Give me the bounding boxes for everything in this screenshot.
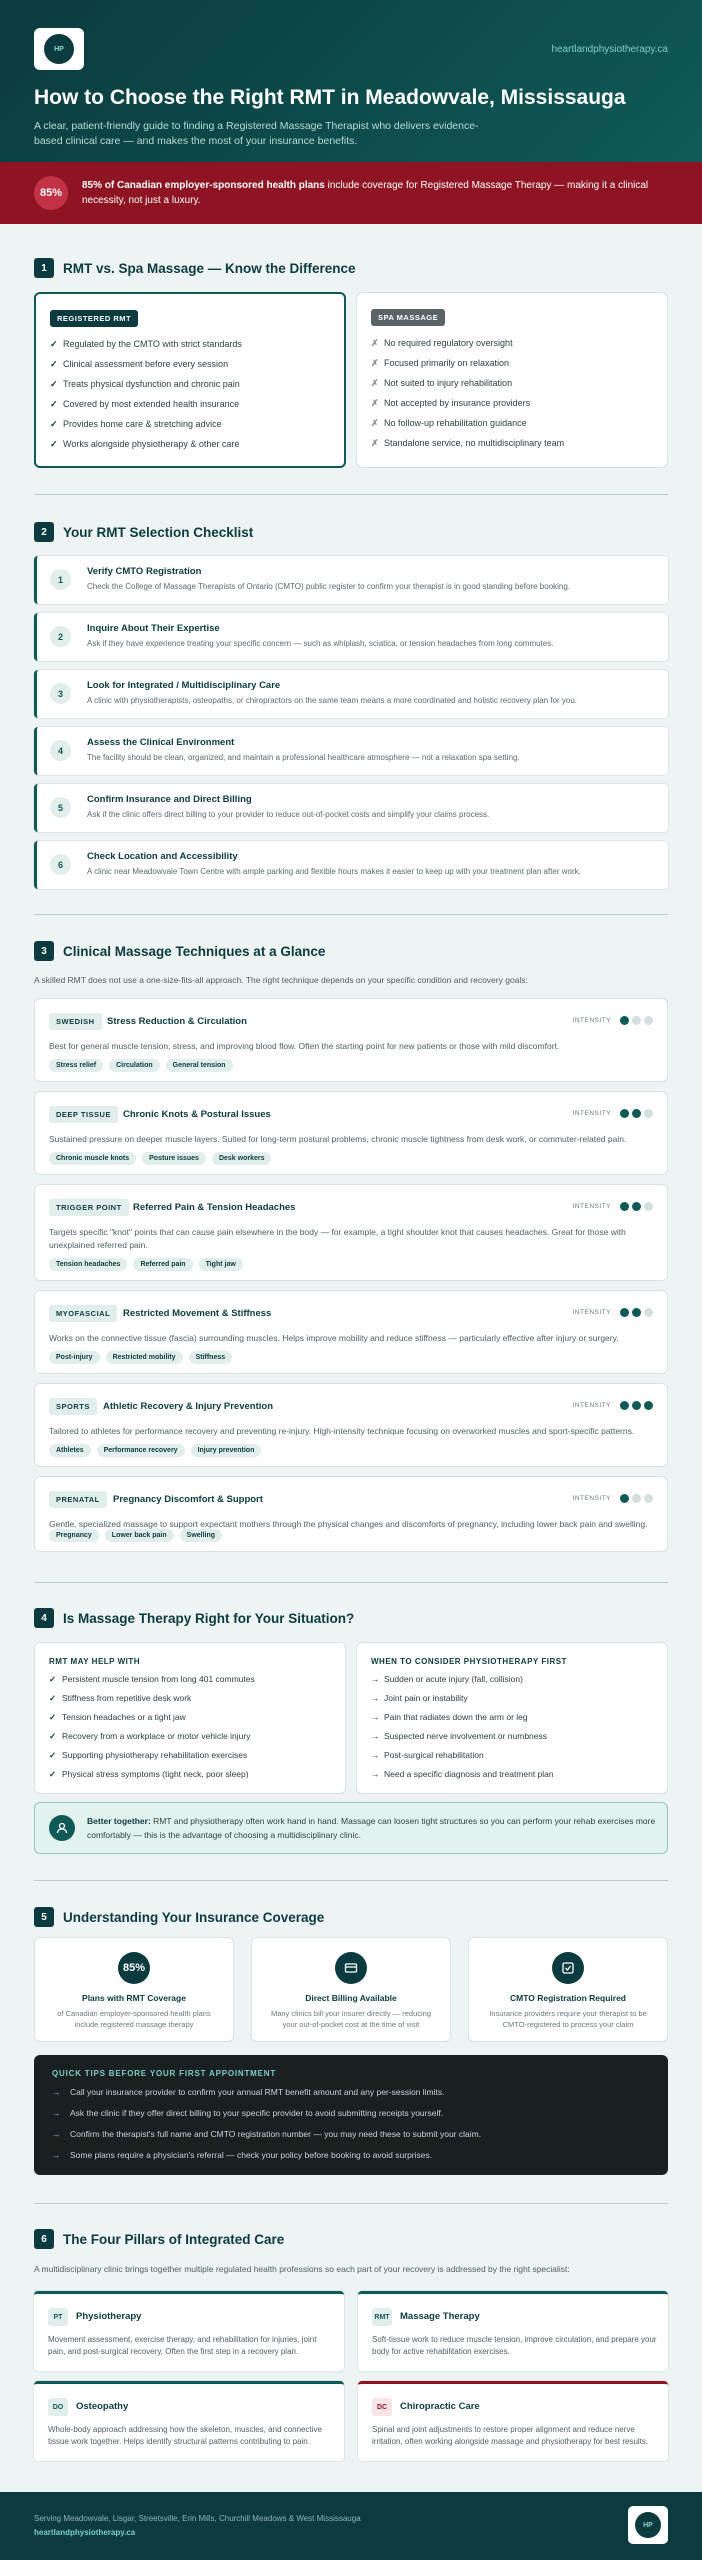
card-desc: Insurance providers require your therapist to be CMTO-registered to process your claim bbox=[489, 2009, 647, 2029]
intensity-dot bbox=[632, 1016, 641, 1025]
tag-chip: Tight jaw bbox=[199, 1258, 243, 1271]
tip-text: Some plans require a physician's referral — check your policy before booking to avoid surprises. bbox=[70, 2150, 433, 2160]
tag-chip: Restricted mobility bbox=[106, 1351, 183, 1364]
pillar-desc: Spinal and joint adjustments to restore proper alignment and reduce nerve irritation, often working alongside massage and physiotherapy for best results. bbox=[372, 2425, 649, 2446]
coverage-percent: 85% bbox=[118, 1952, 150, 1984]
people-icon bbox=[49, 1815, 75, 1841]
item-text: Clinical assessment before every session bbox=[63, 359, 229, 369]
physio-first-heading: WHEN TO CONSIDER PHYSIOTHERAPY FIRST bbox=[371, 1657, 567, 1666]
coverage-card bbox=[34, 1937, 234, 2042]
intensity-dot bbox=[632, 1401, 641, 1410]
rmt-badge: REGISTERED RMT bbox=[50, 310, 138, 327]
technique-card bbox=[34, 1091, 668, 1175]
card-desc: of Canadian employer-sponsored health plans include registered massage therapy bbox=[57, 2009, 211, 2029]
divider bbox=[34, 914, 668, 915]
pillar-abbrev: DO bbox=[48, 2398, 68, 2416]
stat-text: 85% of Canadian employer-sponsored health plans include coverage for Registered Massage Therapy — making it a clinical necessity, not just a luxury. bbox=[82, 180, 649, 206]
technique-card bbox=[34, 998, 668, 1082]
better-together-callout bbox=[34, 1802, 668, 1854]
tip-text: Ask the clinic if they offer direct billing to your specific provider to avoid submitting receipts yourself. bbox=[70, 2108, 444, 2118]
step-title: Inquire About Their Expertise bbox=[87, 623, 220, 634]
callout-text: RMT and physiotherapy often work hand in hand. Massage can loosen tight structures so you can perform your rehab exercises more comfortably — this is the advantage of choosing a multidisciplinary clinic. bbox=[87, 1816, 656, 1840]
item-text: No follow-up rehabilitation guidance bbox=[384, 418, 527, 428]
checklist-step bbox=[34, 841, 668, 889]
intensity-dot bbox=[620, 1308, 629, 1317]
section-number: 1 bbox=[34, 258, 54, 278]
card-title: CMTO Registration Required bbox=[509, 1993, 627, 2003]
item-text: Not accepted by insurance providers bbox=[384, 398, 531, 408]
check-icon: ✓ bbox=[50, 359, 58, 369]
intensity-dot bbox=[620, 1109, 629, 1118]
arrow-right-icon: → bbox=[371, 1750, 380, 1760]
quick-tips-panel bbox=[34, 2055, 668, 2175]
section-4-heading bbox=[34, 1608, 354, 1628]
tag-chip: Performance recovery bbox=[97, 1444, 185, 1457]
technique-card bbox=[34, 1383, 668, 1467]
footer-logo[interactable] bbox=[628, 2506, 668, 2544]
pillar-abbrev: PT bbox=[48, 2308, 68, 2326]
intensity-meter bbox=[573, 1401, 653, 1410]
item-text: Post-surgical rehabilitation bbox=[384, 1750, 484, 1760]
physio-item bbox=[371, 1765, 653, 1784]
pillar-card bbox=[358, 2291, 668, 2371]
item-text: Stiffness from repetitive desk work bbox=[62, 1693, 192, 1703]
step-desc: Check the College of Massage Therapists of Ontario (CMTO) public register to confirm your therapist is in good standing before booking. bbox=[87, 582, 571, 591]
technique-title: Athletic Recovery & Injury Prevention bbox=[103, 1401, 273, 1412]
footer-link[interactable]: heartlandphysiotherapy.ca bbox=[34, 2528, 136, 2537]
intensity-meter bbox=[573, 1016, 653, 1025]
check-icon: ✓ bbox=[49, 1693, 57, 1703]
technique-chips bbox=[49, 1351, 238, 1364]
section-number: 5 bbox=[34, 1907, 54, 1927]
item-text: Standalone service, no multidisciplinary team bbox=[384, 438, 565, 448]
intensity-dot bbox=[620, 1202, 629, 1211]
arrow-right-icon: → bbox=[371, 1769, 380, 1779]
pillar-desc: Soft-tissue work to reduce muscle tension, improve circulation, and prepare your body for active rehabilitation exercises. bbox=[372, 2335, 657, 2356]
stat-banner bbox=[0, 162, 702, 224]
tip-item bbox=[52, 2145, 650, 2166]
card-title: Direct Billing Available bbox=[305, 1993, 397, 2003]
stat-percent: 85% bbox=[34, 176, 68, 210]
tag-chip: Stiffness bbox=[189, 1351, 233, 1364]
rmt-helps-card bbox=[34, 1642, 346, 1794]
cross-icon: ✗ bbox=[371, 418, 379, 428]
arrow-right-icon: → bbox=[52, 2150, 61, 2160]
technique-tag: MYOFASCIAL bbox=[49, 1305, 117, 1322]
intensity-dot bbox=[620, 1401, 629, 1410]
intensity-dot bbox=[620, 1016, 629, 1025]
rmt-item bbox=[50, 394, 330, 414]
tip-item bbox=[52, 2124, 650, 2145]
spa-item bbox=[371, 333, 653, 353]
step-title: Confirm Insurance and Direct Billing bbox=[87, 794, 252, 805]
physio-item bbox=[371, 1689, 653, 1708]
technique-chips bbox=[49, 1529, 228, 1542]
pillar-abbrev: RMT bbox=[372, 2308, 392, 2326]
technique-card bbox=[34, 1476, 668, 1552]
physio-item bbox=[371, 1708, 653, 1727]
intensity-dot bbox=[632, 1308, 641, 1317]
tag-chip: Injury prevention bbox=[191, 1444, 262, 1457]
tips-heading: QUICK TIPS BEFORE YOUR FIRST APPOINTMENT bbox=[52, 2069, 277, 2078]
cross-icon: ✗ bbox=[371, 378, 379, 388]
section-title: Understanding Your Insurance Coverage bbox=[63, 1909, 325, 1925]
technique-desc: Best for general muscle tension, stress, and improving blood flow. Often the starting point for new patients or those with mild discomfort. bbox=[49, 1041, 560, 1051]
tag-chip: General tension bbox=[166, 1059, 233, 1072]
technique-title: Restricted Movement & Stiffness bbox=[123, 1308, 272, 1319]
logo-mark: HP bbox=[44, 34, 74, 64]
section-title: RMT vs. Spa Massage — Know the Difference bbox=[63, 260, 356, 276]
item-text: No required regulatory oversight bbox=[384, 338, 513, 348]
item-text: Suspected nerve involvement or numbness bbox=[384, 1731, 548, 1741]
spa-item bbox=[371, 413, 653, 433]
item-text: Need a specific diagnosis and treatment plan bbox=[384, 1769, 554, 1779]
technique-tag: SPORTS bbox=[49, 1398, 97, 1415]
item-text: Works alongside physiotherapy & other care bbox=[63, 439, 240, 449]
technique-desc: Sustained pressure on deeper muscle layers. Suited for long-term postural problems, chronic muscle tightness from desk work, or commuter-related pain. bbox=[49, 1134, 627, 1144]
intensity-dot bbox=[632, 1202, 641, 1211]
arrow-right-icon: → bbox=[371, 1674, 380, 1684]
step-number: 5 bbox=[50, 797, 71, 818]
rmt-helps-list bbox=[49, 1670, 331, 1784]
cross-icon: ✗ bbox=[371, 438, 379, 448]
section-number: 3 bbox=[34, 941, 54, 961]
spa-list bbox=[371, 333, 653, 453]
clinic-logo[interactable] bbox=[34, 28, 84, 70]
intensity-label: INTENSITY bbox=[572, 1017, 611, 1024]
divider bbox=[34, 494, 668, 495]
technique-desc: Tailored to athletes for performance recovery and preventing re-injury. High-intensity technique focusing on overworked muscles and sport-specific patterns. bbox=[49, 1426, 635, 1436]
pillar-desc: Whole-body approach addressing how the skeleton, muscles, and connective tissue work together. Helps identify structural patterns contributing to pain. bbox=[48, 2425, 322, 2446]
item-text: Persistent muscle tension from long 401 commutes bbox=[62, 1674, 255, 1684]
step-desc: A clinic with physiotherapists, osteopaths, or chiropractors on the same team means a more coordinated and holistic recovery plan for you. bbox=[87, 696, 578, 705]
technique-desc: Targets specific "knot" points that can cause pain elsewhere in the body — for example, a tight shoulder knot that causes headaches. Great for those with unexplained referred pain. bbox=[49, 1227, 626, 1250]
intensity-label: INTENSITY bbox=[572, 1402, 611, 1409]
cross-icon: ✗ bbox=[371, 398, 379, 408]
section-2-heading bbox=[34, 522, 253, 542]
item-text: Joint pain or instability bbox=[384, 1693, 468, 1703]
technique-card bbox=[34, 1290, 668, 1374]
intensity-label: INTENSITY bbox=[572, 1203, 611, 1210]
intensity-meter bbox=[573, 1109, 653, 1118]
pillar-title: Chiropractic Care bbox=[400, 2401, 480, 2412]
cmto-card bbox=[468, 1937, 668, 2042]
rmt-list bbox=[50, 334, 330, 454]
technique-chips bbox=[49, 1444, 267, 1457]
step-title: Look for Integrated / Multidisciplinary Care bbox=[87, 680, 281, 691]
help-item bbox=[49, 1689, 331, 1708]
check-icon: ✓ bbox=[49, 1712, 57, 1722]
pillar-desc: Movement assessment, exercise therapy, and rehabilitation for injuries, joint pain, and post-surgical recovery. Often the first step in a recovery plan. bbox=[48, 2335, 317, 2356]
step-desc: Ask if they have experience treating your specific concern — such as whiplash, sciatica, or tension headaches from long commutes. bbox=[87, 639, 554, 648]
tip-text: Call your insurance provider to confirm your annual RMT benefit amount and any per-session limits. bbox=[70, 2087, 445, 2097]
rmt-item bbox=[50, 354, 330, 374]
help-item bbox=[49, 1670, 331, 1689]
physio-first-card bbox=[356, 1642, 668, 1794]
arrow-right-icon: → bbox=[52, 2129, 61, 2139]
technique-tag: PRENATAL bbox=[49, 1491, 107, 1508]
site-link[interactable]: heartlandphysiotherapy.ca bbox=[551, 44, 668, 55]
check-icon: ✓ bbox=[50, 419, 58, 429]
check-icon: ✓ bbox=[50, 339, 58, 349]
pillar-title: Osteopathy bbox=[76, 2401, 129, 2412]
spa-badge: SPA MASSAGE bbox=[371, 309, 445, 326]
checklist-step bbox=[34, 727, 668, 775]
arrow-right-icon: → bbox=[371, 1712, 380, 1722]
help-item bbox=[49, 1746, 331, 1765]
step-number: 1 bbox=[50, 569, 71, 590]
step-title: Assess the Clinical Environment bbox=[87, 737, 235, 748]
intensity-meter bbox=[573, 1308, 653, 1317]
technique-title: Stress Reduction & Circulation bbox=[107, 1016, 247, 1027]
technique-title: Chronic Knots & Postural Issues bbox=[123, 1109, 271, 1120]
help-item bbox=[49, 1727, 331, 1746]
help-item bbox=[49, 1708, 331, 1727]
section-intro: A skilled RMT does not use a one-size-fits-all approach. The right technique depends on your specific condition and recovery goals: bbox=[34, 975, 528, 985]
item-text: Recovery from a workplace or motor vehicle injury bbox=[62, 1731, 251, 1741]
spa-item bbox=[371, 353, 653, 373]
technique-desc: Works on the connective tissue (fascia) surrounding muscles. Helps improve mobility and reduce stiffness — particularly effective after injury or surgery. bbox=[49, 1333, 619, 1343]
physio-item bbox=[371, 1746, 653, 1765]
checklist-step bbox=[34, 556, 668, 604]
check-icon: ✓ bbox=[49, 1769, 57, 1779]
arrow-right-icon: → bbox=[52, 2087, 61, 2097]
item-text: Focused primarily on relaxation bbox=[384, 358, 510, 368]
tag-chip: Circulation bbox=[109, 1059, 160, 1072]
rmt-item bbox=[50, 414, 330, 434]
physio-item bbox=[371, 1670, 653, 1689]
step-desc: The facility should be clean, organized, and maintain a professional healthcare atmosphere — not a relaxation spa setting. bbox=[87, 753, 520, 762]
section-number: 2 bbox=[34, 522, 54, 542]
pillar-card bbox=[34, 2381, 344, 2461]
intensity-meter bbox=[573, 1494, 653, 1503]
step-number: 3 bbox=[50, 683, 71, 704]
item-text: Supporting physiotherapy rehabilitation exercises bbox=[62, 1750, 248, 1760]
intensity-dot bbox=[644, 1401, 653, 1410]
section-1-heading bbox=[34, 258, 356, 278]
page-footer bbox=[0, 2492, 702, 2560]
section-3-heading bbox=[34, 941, 325, 961]
rmt-item bbox=[50, 434, 330, 454]
tag-chip: Posture issues bbox=[142, 1152, 206, 1165]
callout-label: Better together: bbox=[87, 1816, 151, 1826]
checklist-step bbox=[34, 784, 668, 832]
arrow-right-icon: → bbox=[371, 1693, 380, 1703]
section-number: 6 bbox=[34, 2229, 54, 2249]
checklist-step bbox=[34, 613, 668, 661]
pillar-abbrev: DC bbox=[372, 2398, 392, 2416]
pillar-card bbox=[34, 2291, 344, 2371]
divider bbox=[34, 2203, 668, 2204]
tag-chip: Post-injury bbox=[49, 1351, 100, 1364]
intensity-dot bbox=[644, 1308, 653, 1317]
section-intro: A multidisciplinary clinic brings together multiple regulated health professions so each part of your recovery is addressed by the right specialist: bbox=[34, 2264, 570, 2274]
divider bbox=[34, 1880, 668, 1881]
section-title: The Four Pillars of Integrated Care bbox=[63, 2231, 285, 2247]
intensity-label: INTENSITY bbox=[572, 1110, 611, 1117]
spa-item bbox=[371, 433, 653, 453]
checklist-step bbox=[34, 670, 668, 718]
technique-desc: Gentle, specialized massage to support expectant mothers through the physical changes and discomforts of pregnancy, including lower back pain and swelling. bbox=[49, 1519, 648, 1529]
intensity-dot bbox=[644, 1016, 653, 1025]
pillar-card bbox=[358, 2381, 668, 2461]
item-text: Not suited to injury rehabilitation bbox=[384, 378, 513, 388]
item-text: Sudden or acute injury (fall, collision) bbox=[384, 1674, 523, 1684]
step-title: Verify CMTO Registration bbox=[87, 566, 202, 577]
tag-chip: Stress relief bbox=[49, 1059, 103, 1072]
intensity-dot bbox=[620, 1494, 629, 1503]
physio-first-list bbox=[371, 1670, 653, 1784]
pillar-title: Physiotherapy bbox=[76, 2311, 142, 2322]
check-icon: ✓ bbox=[49, 1750, 57, 1760]
billing-icon bbox=[335, 1952, 367, 1984]
tip-item bbox=[52, 2082, 650, 2103]
step-number: 6 bbox=[50, 854, 71, 875]
section-title: Is Massage Therapy Right for Your Situation? bbox=[63, 1610, 355, 1626]
rmt-card bbox=[34, 292, 346, 468]
arrow-right-icon: → bbox=[52, 2108, 61, 2118]
technique-tag: SWEDISH bbox=[49, 1013, 102, 1030]
section-6-heading bbox=[34, 2229, 284, 2249]
direct-billing-card bbox=[251, 1937, 451, 2042]
pillar-title: Massage Therapy bbox=[400, 2311, 480, 2322]
item-text: Regulated by the CMTO with strict standards bbox=[63, 339, 242, 349]
page-subtitle: A clear, patient-friendly guide to finding a Registered Massage Therapist who delivers evidence-based clinical care — and makes the most of your insurance benefits. bbox=[34, 120, 479, 147]
intensity-dot bbox=[644, 1202, 653, 1211]
divider bbox=[34, 1582, 668, 1583]
step-desc: A clinic near Meadowvale Town Centre with ample parking and flexible hours makes it easier to keep up with your treatment plan after work. bbox=[87, 867, 581, 876]
check-icon: ✓ bbox=[50, 439, 58, 449]
item-text: Tension headaches or a tight jaw bbox=[62, 1712, 186, 1722]
page-title: How to Choose the Right RMT in Meadowvale, Mississauga bbox=[34, 86, 626, 109]
verified-icon bbox=[552, 1952, 584, 1984]
technique-tag: TRIGGER POINT bbox=[49, 1199, 129, 1216]
technique-title: Referred Pain & Tension Headaches bbox=[133, 1202, 296, 1213]
step-desc: Ask if the clinic offers direct billing to your provider to reduce out-of-pocket costs and simplify your claims process. bbox=[87, 810, 490, 819]
intensity-dot bbox=[644, 1494, 653, 1503]
check-icon: ✓ bbox=[49, 1731, 57, 1741]
section-number: 4 bbox=[34, 1608, 54, 1628]
tag-chip: Referred pain bbox=[133, 1258, 192, 1271]
technique-title: Pregnancy Discomfort & Support bbox=[113, 1494, 263, 1505]
section-5-heading bbox=[34, 1907, 324, 1927]
tip-item bbox=[52, 2103, 650, 2124]
tag-chip: Athletes bbox=[49, 1444, 91, 1457]
rmt-item bbox=[50, 374, 330, 394]
intensity-dot bbox=[632, 1109, 641, 1118]
card-desc: Many clinics bill your insurer directly — reducing your out-of-pocket cost at the time of visit bbox=[270, 2009, 432, 2029]
tag-chip: Chronic muscle knots bbox=[49, 1152, 136, 1165]
technique-tag: DEEP TISSUE bbox=[49, 1106, 118, 1123]
card-title: Plans with RMT Coverage bbox=[82, 1993, 186, 2003]
spa-item bbox=[371, 393, 653, 413]
step-number: 2 bbox=[50, 626, 71, 647]
item-text: Treats physical dysfunction and chronic pain bbox=[63, 379, 240, 389]
cross-icon: ✗ bbox=[371, 338, 379, 348]
section-title: Your RMT Selection Checklist bbox=[63, 524, 254, 540]
tag-chip: Tension headaches bbox=[49, 1258, 127, 1271]
intensity-label: INTENSITY bbox=[572, 1495, 611, 1502]
section-title: Clinical Massage Techniques at a Glance bbox=[63, 943, 326, 959]
tag-chip: Swelling bbox=[180, 1529, 222, 1542]
cross-icon: ✗ bbox=[371, 358, 379, 368]
tips-list bbox=[52, 2082, 650, 2166]
footer-areas: Serving Meadowvale, Lisgar, Streetsville, Erin Mills, Churchill Meadows & West Mississauga bbox=[34, 2514, 361, 2523]
spa-card bbox=[356, 292, 668, 468]
intensity-meter bbox=[573, 1202, 653, 1211]
rmt-helps-heading: RMT MAY HELP WITH bbox=[49, 1657, 141, 1666]
item-text: Pain that radiates down the arm or leg bbox=[384, 1712, 528, 1722]
page-header bbox=[0, 0, 702, 162]
item-text: Provides home care & stretching advice bbox=[63, 419, 222, 429]
tip-text: Confirm the therapist's full name and CMTO registration number — you may need these to submit your claim. bbox=[70, 2129, 482, 2139]
check-icon: ✓ bbox=[50, 399, 58, 409]
technique-card bbox=[34, 1184, 668, 1281]
item-text: Covered by most extended health insurance bbox=[63, 399, 240, 409]
technique-chips bbox=[49, 1152, 277, 1165]
rmt-item bbox=[50, 334, 330, 354]
tag-chip: Lower back pain bbox=[105, 1529, 174, 1542]
intensity-dot bbox=[632, 1494, 641, 1503]
physio-item bbox=[371, 1727, 653, 1746]
intensity-dot bbox=[644, 1109, 653, 1118]
logo-mark: HP bbox=[635, 2512, 661, 2538]
intensity-label: INTENSITY bbox=[572, 1309, 611, 1316]
help-item bbox=[49, 1765, 331, 1784]
technique-chips bbox=[49, 1059, 239, 1072]
check-icon: ✓ bbox=[50, 379, 58, 389]
step-number: 4 bbox=[50, 740, 71, 761]
check-icon: ✓ bbox=[49, 1674, 57, 1684]
arrow-right-icon: → bbox=[371, 1731, 380, 1741]
technique-chips bbox=[49, 1258, 249, 1271]
tag-chip: Pregnancy bbox=[49, 1529, 99, 1542]
item-text: Physical stress symptoms (tight neck, poor sleep) bbox=[62, 1769, 249, 1779]
step-title: Check Location and Accessibility bbox=[87, 851, 238, 862]
spa-item bbox=[371, 373, 653, 393]
tag-chip: Desk workers bbox=[212, 1152, 272, 1165]
